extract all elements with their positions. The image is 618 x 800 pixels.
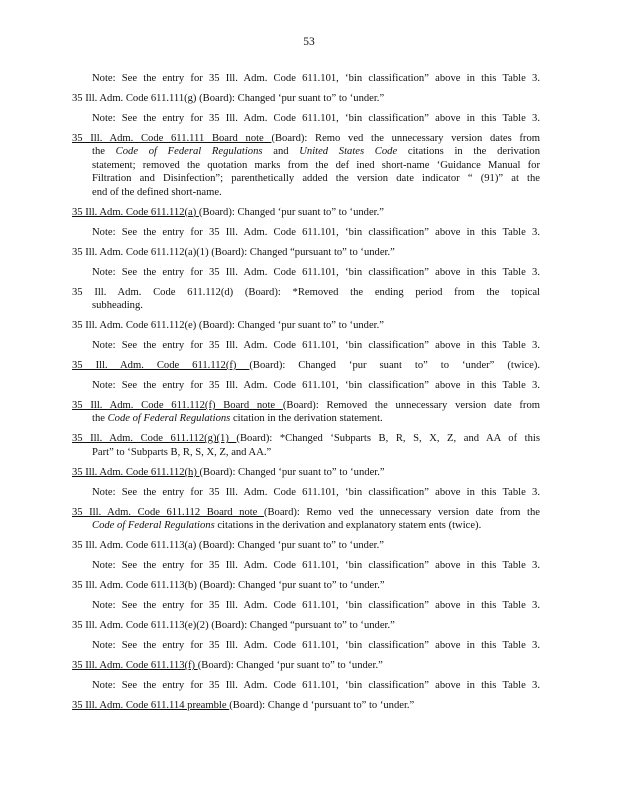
entry-line [72,579,540,592]
text-run: Note: See the entry for 35 Ill. Adm. Code 611.101, ‘bin classification” above in this Table 3. [92,486,540,498]
entry-line [72,319,540,332]
text-run: Filtration and Disinfection”; parenthetically added the version date indicator “ (91)” at the [92,173,540,185]
continuation-line [92,299,540,312]
entry-line [72,246,540,259]
entry-line [72,699,540,712]
text-run: (Board): *Changed ‘Subparts B, R, S, X, Z, and AA of this [236,433,540,445]
entry-line [72,206,540,219]
citation-link-text: 35 Ill. Adm. Code 611.114 preamble [72,700,230,712]
entry-line [72,432,540,445]
note-line [92,226,540,239]
text-run: Note: See the entry for 35 Ill. Adm. Code 611.101, ‘bin classification” above in this Table 3. [92,380,540,391]
note-line [92,486,540,499]
continuation-line [92,172,540,185]
citation-link-text: 35 Ill. Adm. Code 611.112(h) [72,466,200,478]
text-run: (Board): Remo ved the unnecessary version dates from [271,133,540,144]
text-run: Note: See the entry for 35 Ill. Adm. Code 611.101, ‘bin classification” above in this Table 3. [92,340,540,351]
citation-link-text: 35 Ill. Adm. Code 611.112 Board note [72,506,264,518]
note-line [92,599,540,612]
note-line [92,679,540,692]
text-run: 35 Ill. Adm. Code 611.112(e) (Board): Changed ‘pur suant to” to ‘under.” [72,320,384,331]
text-run: Part” to ‘Subparts B, R, S, X, Z, and AA.” [92,446,272,458]
entry-line [72,399,540,412]
text-run: 35 Ill. Adm. Code 611.112(d) (Board): *Removed the ending period from the topical [72,286,540,298]
citation-link-text: 35 Ill. Adm. Code 611.111 Board note [72,133,272,144]
note-line [92,112,540,125]
citation-link-text: 35 Ill. Adm. Code 611.112(g)(1) [72,433,237,445]
note-line [92,266,540,279]
text-run: Note: See the entry for 35 Ill. Adm. Code 611.101, ‘bin classification” above in this Table 3. [92,640,540,652]
entry-line [72,506,540,519]
continuation-line [92,159,540,172]
text-run: Note: See the entry for 35 Ill. Adm. Code 611.101, ‘bin classification” above in this Table 3. [92,113,540,124]
text-run: Note: See the entry for 35 Ill. Adm. Code 611.101, ‘bin classification” above in this Table 3. [92,560,540,572]
text-run: 35 Ill. Adm. Code 611.113(b) (Board): Changed ‘pur suant to” to ‘under.” [72,580,385,592]
entry-line [72,659,540,672]
entry-line [72,619,540,632]
note-line [92,639,540,652]
text-run: subheading. [92,300,143,311]
text-run: end of the defined short-name. [92,186,222,198]
continuation-line [92,412,540,425]
continuation-line [92,186,540,199]
text-run: Note: See the entry for 35 Ill. Adm. Code 611.101, ‘bin classification” above in this Table 3. [92,266,540,278]
text-run: 35 Ill. Adm. Code 611.112(a)(1) (Board): Changed “pursuant to” to ‘under.” [72,246,395,258]
note-line [92,72,540,85]
text-run: citations in the derivation [397,146,540,158]
text-run: 35 Ill. Adm. Code 611.113(a) (Board): Changed ‘pur suant to” to ‘under.” [72,540,384,552]
text-run: Note: See the entry for 35 Ill. Adm. Code 611.101, ‘bin classification” above in this Table 3. [92,73,540,84]
text-run: statement; removed the quotation marks from the def ined short-name ‘Guidance Manual for [92,159,540,171]
citation-link-text: 35 Ill. Adm. Code 611.112(f) [72,360,250,371]
italic-title: Code of Federal Regulations [107,413,231,425]
note-line [92,339,540,352]
entry-line [72,539,540,552]
text-run: 35 Ill. Adm. Code 611.113(e)(2) (Board): Changed “pursuant to” to ‘under.” [72,620,395,632]
text-run: Note: See the entry for 35 Ill. Adm. Code 611.101, ‘bin classification” above in this Table 3. [92,680,540,692]
text-run: (Board): Change d ‘pursuant to” to ‘under.” [229,700,415,712]
text-run: Note: See the entry for 35 Ill. Adm. Code 611.101, ‘bin classification” above in this Table 3. [92,600,540,612]
entry-line [72,132,540,145]
text-run: and [262,146,300,158]
entry-line [72,92,540,105]
text-run: Note: See the entry for 35 Ill. Adm. Code 611.101, ‘bin classification” above in this Table 3. [92,226,540,238]
citation-link-text: 35 Ill. Adm. Code 611.112(f) Board note [72,400,283,411]
text-run: (Board): Changed ‘pur suant to” to ‘under.” [197,660,383,672]
text-run: (Board): Removed the unnecessary version date from [282,400,540,411]
note-line [92,559,540,572]
entry-line [72,359,540,372]
citation-link-text: 35 Ill. Adm. Code 611.113(f) [72,660,198,672]
continuation-line [92,519,540,532]
text-run: the [92,413,108,425]
text-run: (Board): Remo ved the unnecessary version date from the [263,506,540,518]
text-run: citation in the derivation statement. [230,413,383,425]
citation-link-text: 35 Ill. Adm. Code 611.112(a) [72,206,199,218]
italic-title: Code of Federal Regulations [115,146,263,158]
italic-title: United States Code [299,146,398,158]
italic-title: Code of Federal Regulations [92,520,215,532]
continuation-line [92,446,540,459]
text-run: 35 Ill. Adm. Code 611.111(g) (Board): Changed ‘pur suant to” to ‘under.” [72,93,385,104]
text-run: citations in the derivation and explanatory statem ents (twice). [214,520,482,532]
text-run: (Board): Changed ‘pur suant to” to ‘under.” [198,206,384,218]
text-run: the [92,146,116,158]
entry-line [72,286,540,299]
text-run: (Board): Changed ‘pur suant to” to ‘under.” [199,466,385,478]
text-run: (Board): Changed ‘pur suant to” to ‘under” (twice). [249,360,540,371]
note-line [92,379,540,392]
entry-line [72,466,540,479]
page-number: 53 [303,36,315,48]
continuation-line [92,145,540,158]
